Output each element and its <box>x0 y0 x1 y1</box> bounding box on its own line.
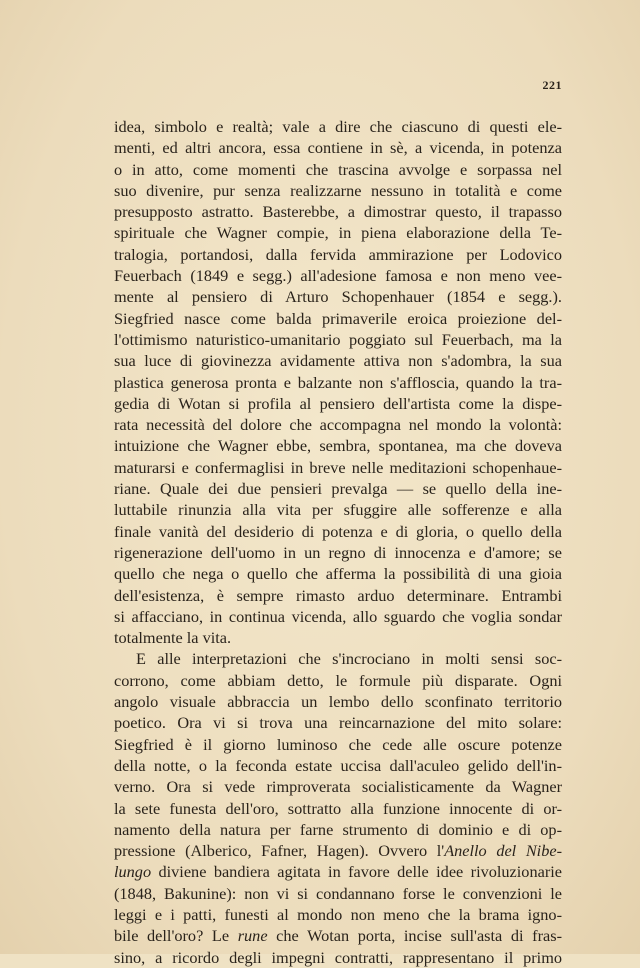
text-line: rata necessità del dolore che accompagna nel mondo la volontà: <box>114 415 562 435</box>
text-line: Feuerbach (1849 e segg.) all'adesione famosa e non meno vee- <box>114 266 562 286</box>
italic-title: Anello del Nibe- <box>444 841 562 861</box>
text-line: angolo visuale abbraccia un lembo dello sconfinato territorio <box>114 692 562 712</box>
text-line: (1848, Bakunine): non vi si condannano forse le convenzioni le <box>114 883 562 903</box>
text-segment: che Wotan porta, incise sull'asta di fras- <box>267 926 562 946</box>
text-line: maturarsi e confermaglisi in breve nelle meditazioni schopenhaue- <box>114 457 562 477</box>
text-line <box>114 925 562 946</box>
text-line: si affacciano, in continua vicenda, allo sguardo che voglia sondar <box>114 606 562 626</box>
text-line: menti, ed altri ancora, essa contiene in sè, a vicenda, in potenza <box>114 138 562 158</box>
text-line: intuizione che Wagner ebbe, sembra, spontanea, ma che doveva <box>114 436 562 456</box>
text-line: quello che nega o quello che afferma la possibilità di una gioia <box>114 564 562 584</box>
text-line: o in atto, come momenti che trascina avvolge e sorpassa nel <box>114 159 562 179</box>
italic-title: rune <box>237 926 268 946</box>
text-line: E alle interpretazioni che s'incrociano in molti sensi soc- <box>136 649 562 669</box>
text-line: luttabile rinunzia alla vita per sfuggire alle sofferenze e alla <box>114 500 562 520</box>
text-line: della notte, o la feconda estate uccisa dall'aculeo gelido dell'in- <box>114 755 562 775</box>
text-line: Siegfried è il giorno luminoso che cede alle oscure potenze <box>114 734 562 754</box>
text-line: presupposto astratto. Basterebbe, a dimostrar questo, il trapasso <box>114 202 562 222</box>
text-line: la sete funesta dell'oro, sottratto alla funzione innocente di or- <box>114 798 562 818</box>
page-number: 221 <box>542 78 562 92</box>
text-line: dell'esistenza, è sempre rimasto arduo determinare. Entrambi <box>114 585 562 605</box>
text-line: plastica generosa pronta e balzante non s'affloscia, quando la tra- <box>114 372 562 392</box>
text-line: riane. Quale dei due pensieri prevalga — se quello della ine- <box>114 479 562 499</box>
text-segment: pressione (Alberico, Fafner, Hagen). Ovvero l' <box>114 841 445 861</box>
text-line: corrono, come abbiam detto, le formule più disparate. Ogni <box>114 670 562 690</box>
text-line: tralogia, portandosi, dalla fervida ammirazione per Lodovico <box>114 244 562 264</box>
text-line: l'ottimismo naturistico-umanitario poggiato sul Feuerbach, ma la <box>114 329 562 349</box>
text-line: sino, a ricordo degli impegni contratti, rappresentano il primo <box>114 947 562 967</box>
text-line: poetico. Ora vi si trova una reincarnazione del mito solare: <box>114 713 562 733</box>
text-line: finale vanità del desiderio di potenza e di gloria, o quello della <box>114 521 562 541</box>
text-line: mente al pensiero di Arturo Schopenhauer (1854 e segg.). <box>114 287 562 307</box>
text-segment: diviene bandiera agitata in favore delle idee rivoluzionarie <box>151 862 562 882</box>
text-line: rigenerazione dell'uomo in un regno di innocenza e d'amore; se <box>114 542 562 562</box>
text-line: Siegfried nasce come balda primaverile eroica proiezione del- <box>114 308 562 328</box>
text-line: sua luce di giovinezza avidamente attiva non s'adombra, la sua <box>114 351 562 371</box>
text-line <box>114 861 562 882</box>
text-line: verno. Ora si vede rimproverata socialisticamente da Wagner <box>114 777 562 797</box>
text-line: namento della natura per farne strumento di dominio e di op- <box>114 819 562 839</box>
text-line: totalmente la vita. <box>114 628 232 648</box>
body-text <box>114 116 562 968</box>
text-line <box>114 840 562 861</box>
text-line: gedia di Wotan si profila al pensiero dell'artista come la dispe- <box>114 393 562 413</box>
text-line: suo divenire, pur senza realizzarne nessuno in totalità e come <box>114 180 562 200</box>
text-segment: bile dell'oro? Le <box>114 926 238 946</box>
text-line: leggi e i patti, funesti al mondo non meno che la brama igno- <box>114 904 562 924</box>
text-line: idea, simbolo e realtà; vale a dire che ciascuno di questi ele- <box>114 117 562 136</box>
text-line: spirituale che Wagner compie, in piena elaborazione della Te- <box>114 223 562 243</box>
italic-title: lungo <box>114 862 152 882</box>
